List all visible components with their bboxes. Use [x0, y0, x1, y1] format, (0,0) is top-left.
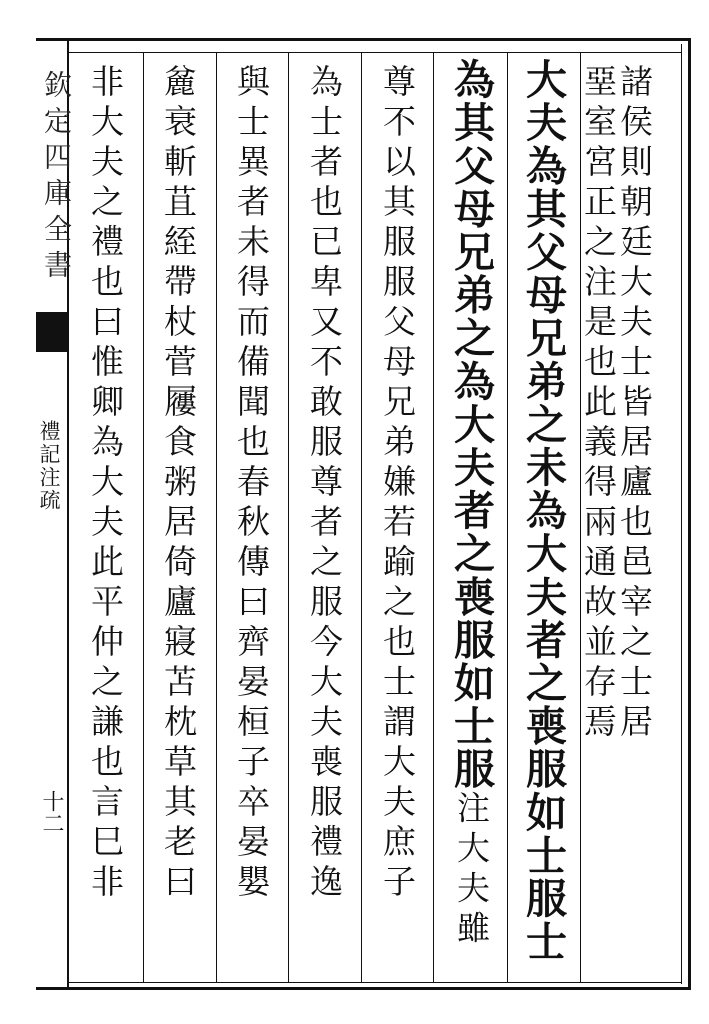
- main-text: 為其父母兄弟之為大夫者之喪服如士服: [447, 58, 495, 791]
- text-column-5: [378, 64, 417, 994]
- commentary-text: 為士者也已卑又不敢服尊者之服今大夫喪服禮逸: [305, 64, 344, 904]
- commentary-text: 諸侯則朝廷大夫士皆居廬也邑宰之士居: [615, 64, 654, 744]
- top-border: [36, 38, 690, 41]
- right-border-inner: [681, 44, 682, 984]
- commentary-text: 麄衰斬苴絰帶杖菅屨食粥居倚廬寢苫枕草其老曰: [159, 64, 198, 904]
- column-rule: [433, 52, 434, 982]
- text-column-2: [579, 64, 618, 994]
- right-border-outer: [688, 38, 691, 990]
- text-column-4: [447, 58, 495, 994]
- text-column-3: [519, 58, 567, 994]
- text-column-9: [86, 64, 125, 994]
- column-rule: [507, 52, 508, 982]
- commentary-text: 注大夫雖: [452, 790, 491, 951]
- commentary-text: 與士異者未得而備聞也春秋傳曰齊晏桓子卒晏嬰: [232, 64, 271, 904]
- column-rule: [216, 52, 217, 982]
- text-column-1: [615, 64, 654, 994]
- fish-tail-mark: [36, 312, 67, 352]
- top-inner-border: [69, 52, 681, 53]
- commentary-text: 堊室宮正之注是也此義得兩通故並存焉: [579, 64, 618, 744]
- page-number: 十二: [39, 790, 64, 834]
- commentary-text: 非大夫之禮也曰惟卿為大夫此平仲之謙也言巳非: [86, 64, 125, 904]
- main-text: 大夫為其父母兄弟之未為大夫者之喪服如士服士: [519, 58, 567, 964]
- text-column-6: [305, 64, 344, 994]
- column-rule: [361, 52, 362, 982]
- book-title: 禮記注疏: [37, 420, 61, 512]
- text-column-8: [159, 64, 198, 994]
- column-rule: [288, 52, 289, 982]
- column-rule: [143, 52, 144, 982]
- text-column-7: [232, 64, 271, 994]
- book-series-title: 欽定四庫全書: [40, 70, 73, 286]
- commentary-text: 尊不以其服服父母兄弟嫌若踰之也士謂大夫庶子: [378, 64, 417, 904]
